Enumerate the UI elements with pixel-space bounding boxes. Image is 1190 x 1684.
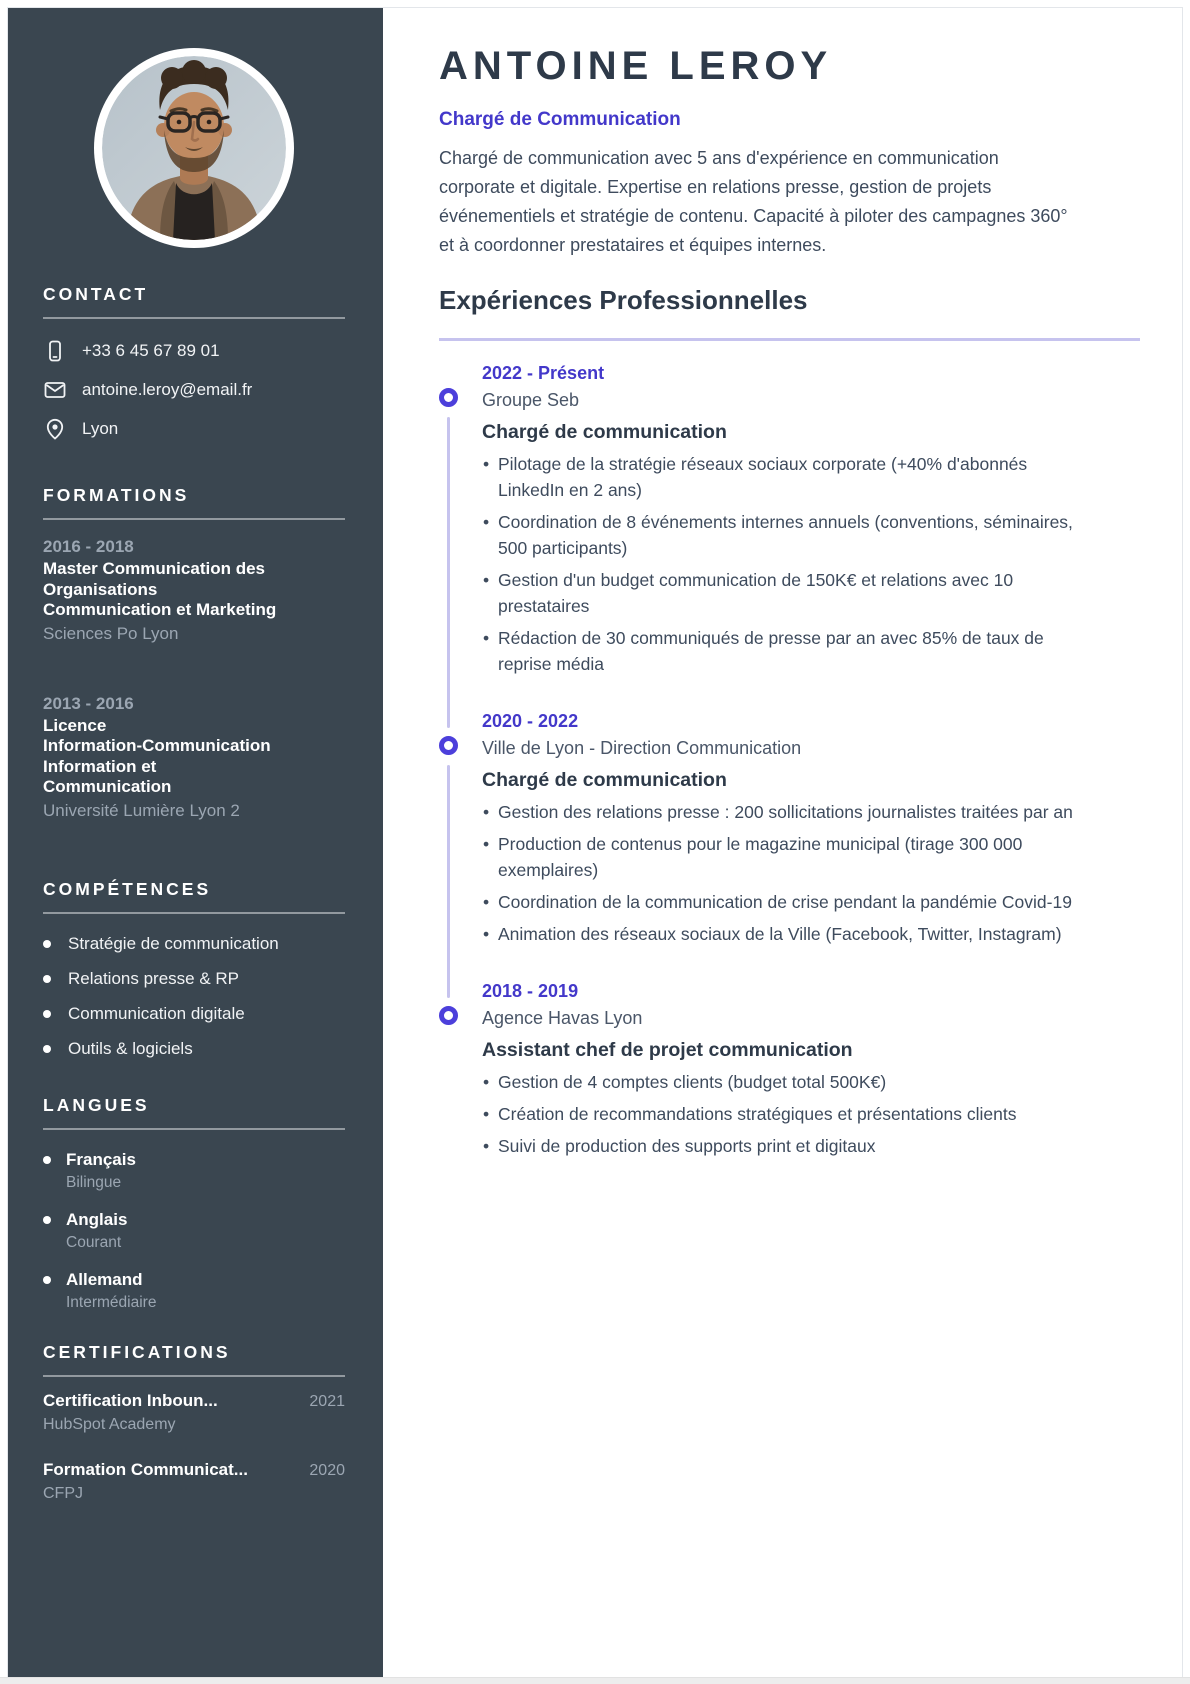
contact-item-location: [43, 417, 345, 441]
experiences-section-title: Expériences Professionnelles: [439, 285, 808, 315]
formation-entry: [43, 694, 345, 821]
location-pin-icon: [43, 417, 67, 441]
formation-degree: Master Communication des Organisations Communication et Marketing: [43, 559, 277, 619]
certifications-section: [43, 1342, 345, 1503]
certification-entry: [43, 1460, 345, 1503]
experience-bullet: • Coordination de 8 événements internes annuels (conventions, séminaires, 500 participants): [482, 509, 1083, 561]
bullet-dot-icon: [43, 1156, 51, 1164]
competences-section: [43, 879, 345, 1059]
main-content: [383, 8, 1182, 1677]
phone-icon: [43, 339, 67, 363]
certifications-section-title: CERTIFICATIONS: [43, 1342, 345, 1377]
contact-section-title: CONTACT: [43, 284, 345, 319]
sidebar: [8, 8, 383, 1677]
experience-bullet: • Animation des réseaux sociaux de la Ville (Facebook, Twitter, Instagram): [482, 921, 1083, 947]
certification-org: CFPJ: [43, 1484, 83, 1502]
skill-item: Stratégie de communication: [43, 934, 345, 954]
formation-period: 2016 - 2018: [43, 537, 134, 556]
experience-entry: [439, 710, 1140, 980]
contact-section: [43, 284, 345, 441]
experience-bullet: • Rédaction de 30 communiqués de presse par an avec 85% de taux de reprise média: [482, 625, 1083, 677]
candidate-name: ANTOINE LEROY: [439, 44, 833, 88]
job-title: Chargé de Communication: [439, 109, 681, 130]
experiences-underline: [439, 338, 1140, 341]
experience-company: Ville de Lyon - Direction Communication: [482, 737, 802, 758]
language-level: Intermédiaire: [66, 1293, 157, 1311]
experience-bullet: • Coordination de la communication de crise pendant la pandémie Covid-19: [482, 889, 1083, 915]
bullet-dot-icon: [43, 975, 51, 983]
certification-name: Certification Inboun...: [43, 1390, 218, 1410]
langues-section: [43, 1095, 345, 1312]
experience-role: Chargé de communication: [482, 768, 727, 791]
competences-section-title: COMPÉTENCES: [43, 879, 345, 914]
contact-phone-text: +33 6 45 67 89 01: [82, 341, 220, 360]
experience-role: Assistant chef de projet communication: [482, 1038, 853, 1061]
experience-bullet: • Suivi de production des supports print et digitaux: [482, 1133, 1083, 1159]
certification-entry: [43, 1391, 345, 1434]
language-item: Allemand Intermédiaire: [43, 1270, 345, 1312]
experience-entry: [439, 980, 1140, 1192]
bullet-dot-icon: [43, 1045, 51, 1053]
language-item: Français Bilingue: [43, 1150, 345, 1192]
contact-item-email: [43, 378, 345, 402]
langues-section-title: LANGUES: [43, 1095, 345, 1130]
formations-section: [43, 485, 345, 821]
certification-org: HubSpot Academy: [43, 1415, 176, 1433]
language-item: Anglais Courant: [43, 1210, 345, 1252]
mail-icon: [43, 378, 67, 402]
certification-name: Formation Communicat...: [43, 1459, 248, 1479]
skill-item: Relations presse & RP: [43, 969, 345, 989]
experience-period: 2018 - 2019: [482, 980, 579, 1001]
experience-bullet: • Création de recommandations stratégiques et présentations clients: [482, 1101, 1083, 1127]
bullet-dot-icon: [43, 940, 51, 948]
cv-page: [8, 8, 1182, 1677]
experience-period: 2022 - Présent: [482, 362, 605, 383]
experience-company: Agence Havas Lyon: [482, 1007, 643, 1028]
skill-item: Outils & logiciels: [43, 1039, 345, 1059]
experience-bullet: • Pilotage de la stratégie réseaux sociaux corporate (+40% d'abonnés LinkedIn en 2 ans): [482, 451, 1083, 503]
certification-year: 2021: [309, 1392, 345, 1410]
formation-school: Sciences Po Lyon: [43, 623, 179, 643]
experience-timeline: [439, 362, 1140, 1192]
experience-entry: [439, 362, 1140, 710]
certification-year: 2020: [309, 1461, 345, 1479]
formation-degree: Licence Information-Communication Information et Communication: [43, 715, 271, 796]
contact-location-text: Lyon: [82, 419, 119, 438]
experience-role: Chargé de communication: [482, 420, 727, 443]
skill-item: Communication digitale: [43, 1004, 345, 1024]
formation-period: 2013 - 2016: [43, 693, 134, 713]
contact-email-text: antoine.leroy@email.fr: [82, 380, 253, 399]
bullet-dot-icon: [43, 1276, 51, 1284]
summary-text: Chargé de communication avec 5 ans d'expérience en communication corporate et digitale. Expertise en relations presse, gestion de projets événementiels et stratégie de contenu. Capacité à piloter des campagnes 360° et à coordonner prestataires et équipes internes.: [439, 148, 1068, 255]
profile-photo-illustration: [102, 56, 286, 240]
window-bottom-scrollbar-track[interactable]: [0, 1677, 1190, 1684]
contact-item-phone: [43, 339, 345, 363]
bullet-dot-icon: [43, 1216, 51, 1224]
experience-company: Groupe Seb: [482, 389, 580, 410]
language-level: Courant: [66, 1233, 122, 1251]
experience-bullet: • Gestion des relations presse : 200 sollicitations journalistes traitées par an: [482, 799, 1083, 825]
experience-bullet: • Gestion de 4 comptes clients (budget total 500K€): [482, 1069, 1083, 1095]
experience-bullet: • Gestion d'un budget communication de 150K€ et relations avec 10 prestataires: [482, 567, 1083, 619]
formations-section-title: FORMATIONS: [43, 485, 345, 520]
language-level: Bilingue: [66, 1173, 122, 1191]
experience-period: 2020 - 2022: [482, 710, 579, 731]
bullet-dot-icon: [43, 1010, 51, 1018]
formation-entry: [43, 537, 345, 644]
formation-school: Université Lumière Lyon 2: [43, 800, 240, 820]
experience-bullet: • Production de contenus pour le magazine municipal (tirage 300 000 exemplaires): [482, 831, 1083, 883]
profile-photo: [94, 48, 294, 248]
